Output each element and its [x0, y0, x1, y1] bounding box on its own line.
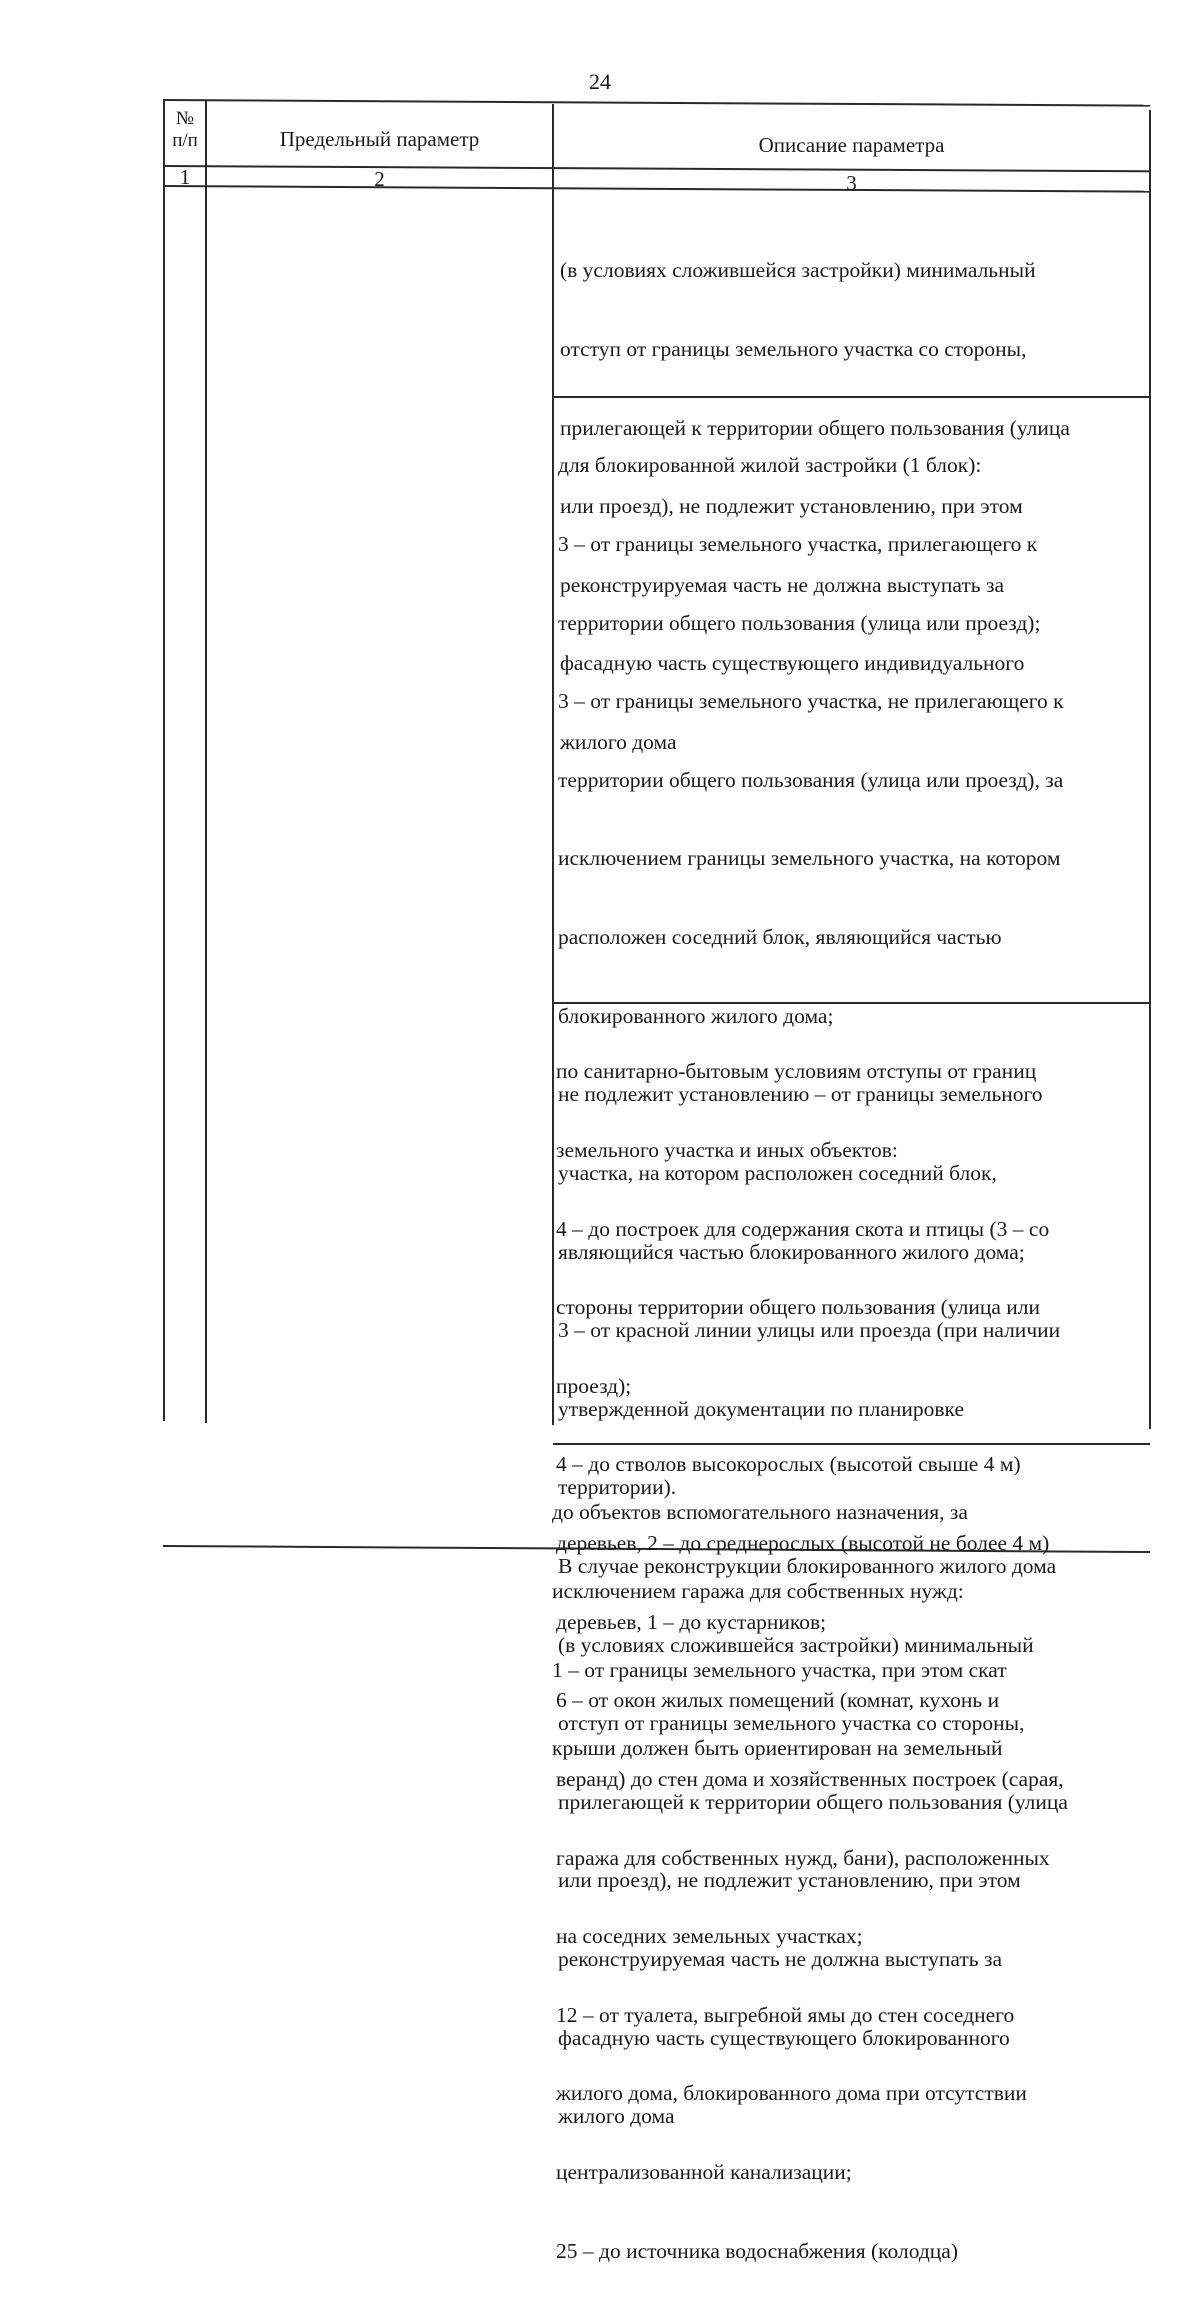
text-line: прилегающей к территории общего пользования (улица [558, 1789, 1068, 1814]
text-line: блокированного жилого дома; [558, 1003, 834, 1028]
header-num [165, 108, 205, 152]
text-line: отступ от границы земельного участка со стороны, [560, 337, 1027, 362]
text-line: по санитарно-бытовым условиям отступы от границ [556, 1059, 1037, 1084]
text-line: или проезд), не подлежит установлению, при этом [558, 1868, 1021, 1893]
text-line: веранд) до стен дома и хозяйственных построек (сарая, [556, 1766, 1064, 1791]
table-border-left [163, 99, 165, 1421]
text-line: жилого дома [560, 730, 677, 755]
colnum-1: 1 [179, 165, 191, 189]
text-line: 25 – до источника водоснабжения (колодца) [556, 2238, 959, 2263]
text-line: 4 – до стволов высокорослых (высотой свыше 4 м) [556, 1452, 1021, 1477]
text-line: стороны территории общего пользования (улица или [556, 1295, 1041, 1320]
text-line: являющийся частью блокированного жилого дома; [558, 1239, 1025, 1264]
text-line: 3 – от красной линии улицы или проезда (при наличии [558, 1318, 1061, 1343]
text-line: В случае реконструкции блокированного жилого дома [558, 1553, 1057, 1578]
text-line: 3 – от границы земельного участка, прилегающего к [558, 532, 1038, 557]
text-line: для блокированной жилой застройки (1 блок): [558, 453, 982, 478]
text-line: или проезд), не подлежит установлению, при этом [560, 494, 1023, 519]
page-number: 24 [589, 69, 611, 94]
header-param: Предельный параметр [279, 127, 480, 151]
text-line: жилого дома [558, 2104, 675, 2129]
text-line: 1 – от границы земельного участка, при этом скат [552, 1657, 1007, 1682]
text-line: централизованной канализации; [556, 2159, 852, 2184]
text-line: 3 – от границы земельного участка, не прилегающего к [558, 689, 1064, 714]
text-line: гаража для собственных нужд, бани), расположенных [556, 1845, 1050, 1870]
text-line: 6 – от окон жилых помещений (комнат, кухонь и [556, 1688, 1000, 1713]
text-line: 4 – до построек для содержания скота и птицы (3 – со [556, 1216, 1050, 1241]
text-line: расположен соседний блок, являющийся частью [558, 925, 1002, 950]
header-desc: Описание параметра [758, 133, 945, 157]
table-divider-col2 [552, 104, 554, 1425]
text-line: до объектов вспомогательного назначения, за [552, 1500, 968, 1525]
text-line: прилегающей к территории общего пользования (улица [560, 415, 1070, 440]
text-line: крыши должен быть ориентирован на земельный [552, 1736, 1003, 1761]
table-border-top [163, 99, 1150, 106]
text-line: отступ от границы земельного участка со стороны, [558, 1711, 1025, 1736]
text-line: деревьев, 1 – до кустарников; [556, 1609, 827, 1634]
text-line: земельного участка и иных объектов: [556, 1138, 898, 1163]
text-line: территории). [558, 1475, 677, 1500]
text-line: реконструируемая часть не должна выступать за [560, 572, 1004, 597]
text-line: на соседних земельных участках; [556, 1924, 863, 1949]
text-line: территории общего пользования (улица или проезд); [558, 610, 1041, 635]
text-line: фасадную часть существующего блокированного [558, 2025, 1010, 2050]
description-block-4 [552, 1447, 1007, 1814]
text-line: фасадную часть существующего индивидуального [560, 651, 1025, 676]
header-num-abbr: п/п [172, 130, 198, 151]
text-line: не подлежит установлению – от границы земельного [558, 1082, 1043, 1107]
text-line: исключением границы земельного участка, на котором [558, 846, 1061, 871]
colnum-2: 2 [374, 167, 385, 191]
text-line: утвержденной документации по планировке [558, 1396, 965, 1421]
text-line: 12 – от туалета, выгребной ямы до стен соседнего [556, 2002, 1015, 2027]
table-divider-col1 [205, 101, 207, 1423]
text-line: территории общего пользования (улица или проезд), за [558, 767, 1064, 792]
text-line: исключением гаража для собственных нужд: [552, 1579, 964, 1604]
text-line: жилого дома, блокированного дома при отсутствии [556, 2081, 1027, 2106]
text-line: реконструируемая часть не должна выступать за [558, 1946, 1002, 1971]
text-line: участка, на котором расположен соседний блок, [558, 1160, 997, 1185]
text-line: проезд); [556, 1373, 632, 1398]
text-line: (в условиях сложившейся застройки) минимальный [560, 258, 1036, 283]
header-num-symbol: № [175, 108, 195, 129]
text-line: деревьев, 2 – до среднерослых (высотой не более 4 м) [556, 1531, 1050, 1556]
colnum-3: 3 [846, 171, 857, 195]
text-line: (в условиях сложившейся застройки) минимальный [558, 1632, 1034, 1657]
table-border-right [1149, 110, 1151, 1429]
